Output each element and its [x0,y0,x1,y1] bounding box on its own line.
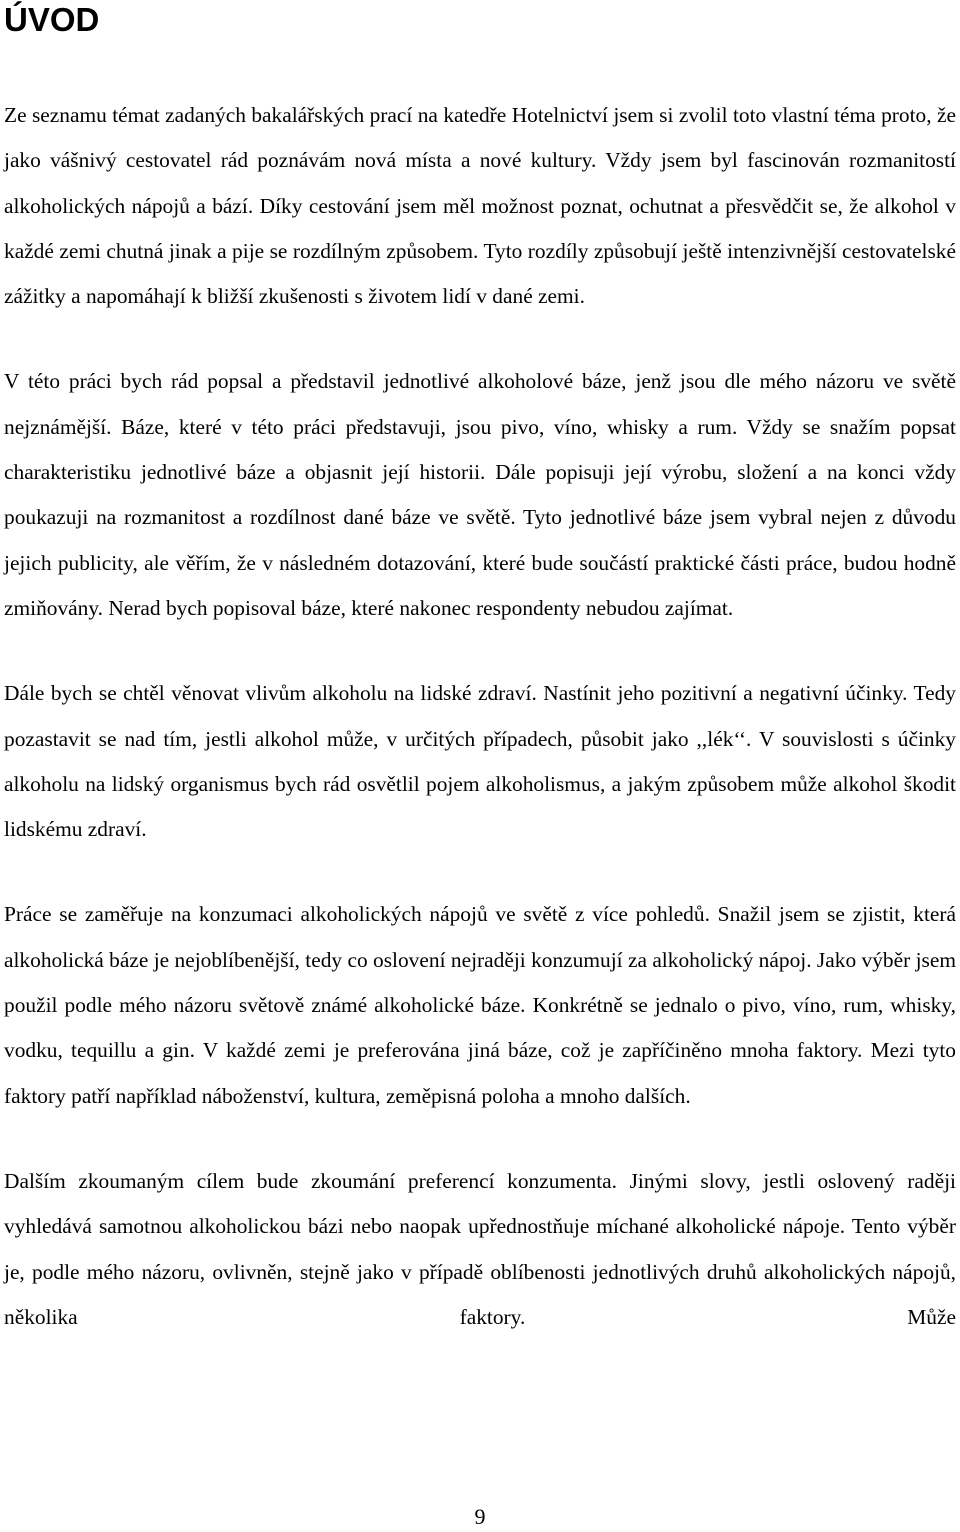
paragraph-4: Práce se zaměřuje na konzumaci alkoholických nápojů ve světě z více pohledů. Snažil jsem se zjistit, která alkoholická báze je nejoblíbenější, tedy co oslovení nejraději konzumují za alkoholický nápoj. Jako výběr jsem použil podle mého názoru světově známé alkoholické báze. Konkrétně se jednalo o pivo, víno, rum, whisky, vodku, tequillu a gin. V každé zemi je preferována jiná báze, což je zapříčiněno mnoha faktory. Mezi tyto faktory patří například náboženství, kultura, zeměpisná poloha a mnoho dalších. [4,902,956,1108]
paragraph-5: Dalším zkoumaným cílem bude zkoumání preferencí konzumenta. Jinými slovy, jestli oslovený raději vyhledává samotnou alkoholickou bázi nebo naopak upřednostňuje míchané alkoholické nápoje. Tento výběr je, podle mého názoru, ovlivněn, stejně jako v případě oblíbenosti jednotlivých druhů alkoholických nápojů, několika faktory. Může [4,1168,956,1329]
paragraph-2: V této práci bych rád popsal a představil jednotlivé alkoholové báze, jenž jsou dle mého názoru ve světě nejznámější. Báze, které v této práci představuji, jsou pivo, víno, whisky a rum. Vždy se snažím popsat charakteristiku jednotlivé báze a objasnit její historii. Dále popisuji její výrobu, složení a na konci vždy poukazuji na rozmanitost a rozdílnost dané báze ve světě. Tyto jednotlivé báze jsem vybral nejen z důvodu jejich publicity, ale věřím, že v následném dotazování, které bude součástí praktické části práce, budou hodně zmiňovány. Nerad bych popisoval báze, které nakonec respondenty nebudou zajímat. [4,369,956,620]
body-text [4,93,956,1340]
paragraph-1: Ze seznamu témat zadaných bakalářských prací na katedře Hotelnictví jsem si zvolil toto vlastní téma proto, že jako vášnivý cestovatel rád poznávám nová místa a nové kultury. Vždy jsem byl fascinován rozmanitostí alkoholických nápojů a bází. Díky cestování jsem měl možnost poznat, ochutnat a přesvědčit se, že alkohol v každé zemi chutná jinak a pije se rozdílným způsobem. Tyto rozdíly způsobují ještě intenzivnější cestovatelské zážitky a napomáhají k bližší zkušenosti s životem lidí v dané zemi. [4,103,956,309]
page-number: 9 [474,1504,486,1529]
section-heading: ÚVOD [4,1,100,38]
paragraph-3: Dále bych se chtěl věnovat vlivům alkoholu na lidské zdraví. Nastínit jeho pozitivní a negativní účinky. Tedy pozastavit se nad tím, jestli alkohol může, v určitých případech, působit jako ,,lék‘‘. V souvislosti s účinky alkoholu na lidský organismus bych rád osvětlil pojem alkoholismus, a jakým způsobem může alkohol škodit lidskému zdraví. [4,681,956,842]
